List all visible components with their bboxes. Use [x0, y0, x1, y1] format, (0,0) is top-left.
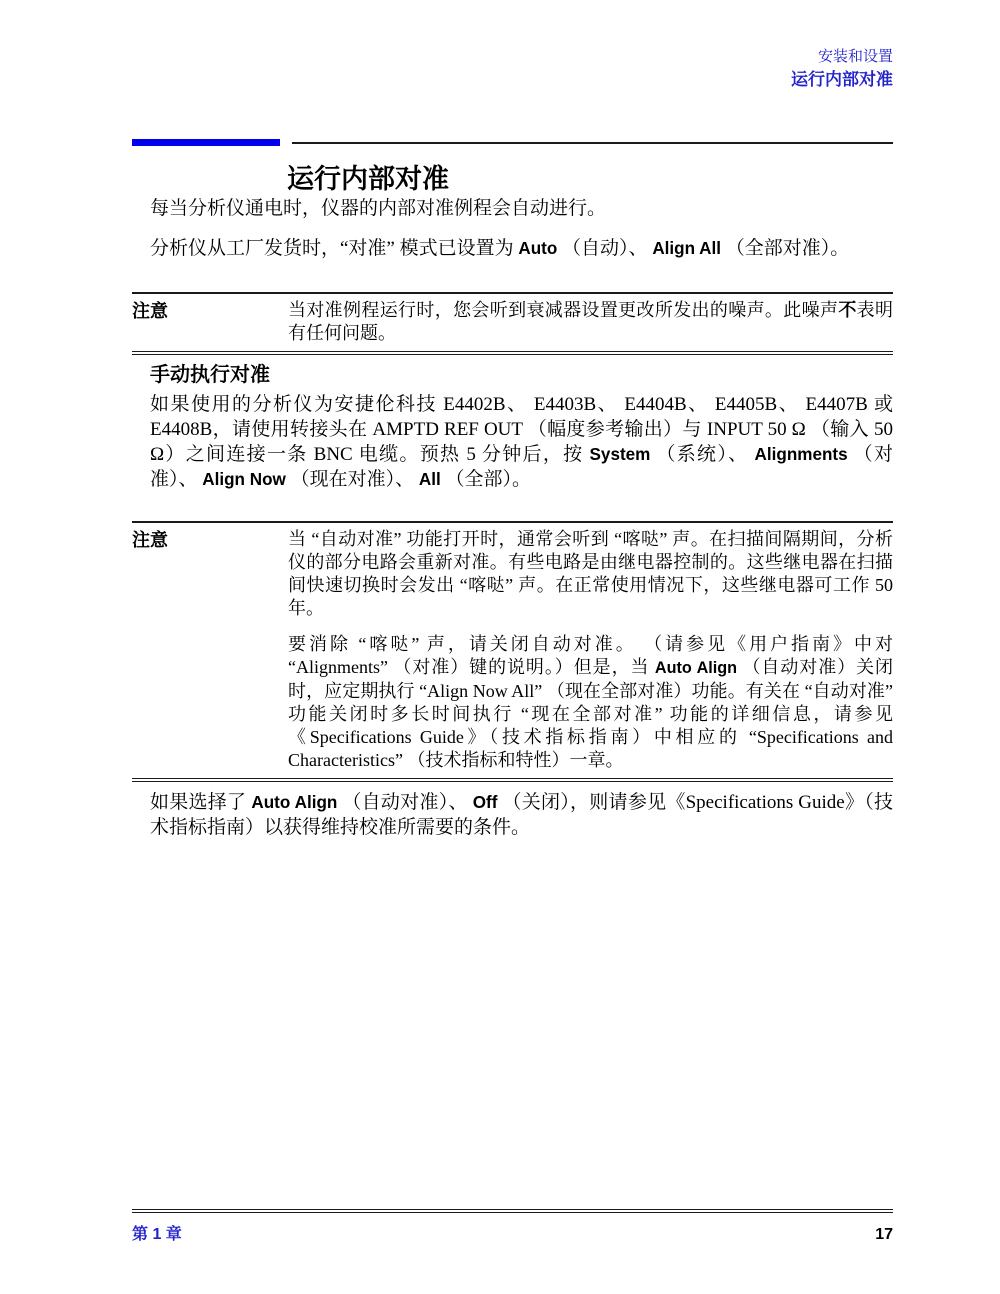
footer-row [132, 1213, 893, 1244]
note-paragraph-1: 当 “自动对准” 功能打开时，通常会听到 “喀哒” 声。在扫描间隔期间，分析仪的部分电路会重新对准。有些电路是由继电器控制的。这些继电器在扫描间快速切换时会发出 “喀哒” 声。在正常使用情况下，这些继电器可工作 50 年。 [288, 529, 893, 618]
section-heading-manual-align: 手动执行对准 [150, 364, 270, 386]
footer-page-number: 17 [875, 1226, 893, 1243]
breadcrumb-chapter-label: 安装和设置 [817, 48, 893, 65]
intro-paragraph-1: 每当分析仪通电时，仪器的内部对准例程会自动进行。 [150, 198, 607, 219]
note-paragraph: 当对准例程运行时，您会听到衰减器设置更改所发出的噪声。此噪声不表明有任何问题。 [288, 300, 893, 343]
breadcrumb-section-label: 运行内部对准 [791, 70, 893, 89]
note-content-row [132, 294, 893, 351]
note-body [288, 299, 893, 345]
note-label: 注意 [132, 301, 168, 321]
page-header-breadcrumb [791, 46, 893, 92]
page-footer [132, 1209, 893, 1244]
note-content-row [132, 523, 893, 778]
blue-accent-bar [132, 139, 280, 146]
note-block-1 [132, 292, 893, 355]
note-label: 注意 [132, 530, 168, 550]
note-block-2 [132, 521, 893, 782]
note-paragraph-2: 要消除 “喀哒” 声，请关闭自动对准。 （请参见《用户指南》中对 “Alignments” （对准）键的说明。）但是，当 Auto Align （自动对准）关闭时，应定期执行 “Align Now All” （现在全部对准）功能。有关在 “自动对准” 功能关闭时多长时间执行 “现在全部对准” 功能的详细信息，请参见《Specifications Guide》（技术指标指南）中相应的 “Specifications and Characteristics” （技术指标和特性）一章。 [288, 634, 894, 770]
section-paragraph: 如果使用的分析仪为安捷伦科技 E4402B、 E4403B、 E4404B、 E4405B、 E4407B 或 E4408B，请使用转接头在 AMPTD REF OUT （幅度参考输出）与 INPUT 50 Ω （输入 50 Ω）之间连接一条 BNC 电缆。预热 5 分钟后，按 System （系统）、 Alignments （对准）、 Align Now （现在对准）、 All （全部）。 [150, 394, 893, 490]
note-bottom-rule [132, 778, 893, 782]
title-rule-row [132, 139, 893, 146]
intro-paragraph-2: 分析仪从工厂发货时，“对准” 模式已设置为 Auto （自动）、 Align All （全部对准）。 [150, 238, 850, 259]
note-bottom-rule [132, 351, 893, 355]
closing-paragraph: 如果选择了 Auto Align （自动对准）、 Off （关闭），则请参见《Specifications Guide》（技术指标指南）以获得维持校准所需要的条件。 [150, 792, 893, 838]
note-body [288, 528, 893, 772]
footer-chapter-label: 第 1 章 [132, 1226, 182, 1243]
page-title: 运行内部对准 [287, 164, 449, 194]
title-rule [292, 142, 893, 144]
